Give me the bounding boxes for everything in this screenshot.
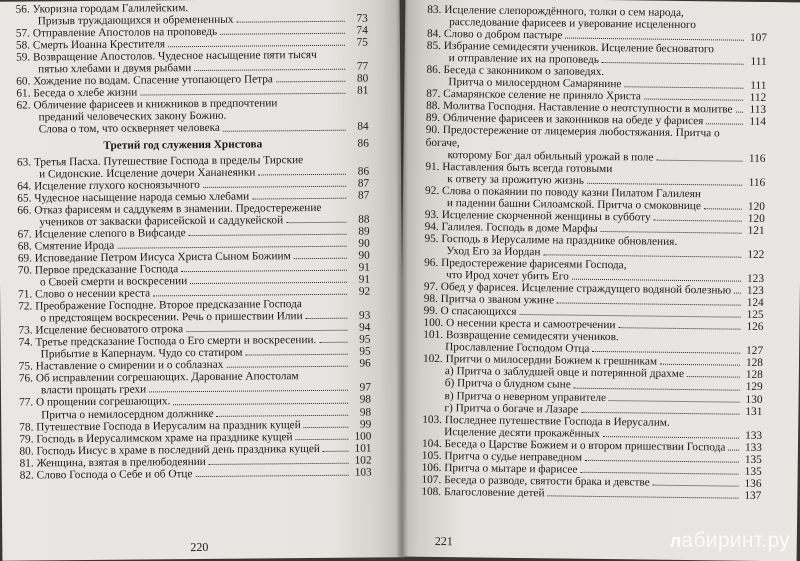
dot-leader xyxy=(699,28,744,29)
toc-entry-title: учеников от закваски фарисейской и саддукейской xyxy=(17,214,283,228)
dot-leader xyxy=(226,366,347,368)
toc-entry-title: Притча о немилосердном должнике xyxy=(19,407,214,421)
toc-page-number: 84 xyxy=(349,121,369,133)
toc-entry-title: власти прощать грехи xyxy=(19,384,146,397)
toc-entry-title: 61. Беседа о хлебе жизни xyxy=(16,87,137,100)
toc-entry-title: 79. Господь в Иерусалимском храме на празднике кущей xyxy=(19,431,292,445)
dot-leader xyxy=(557,303,741,306)
toc-entry-title: и падении башни Силоамской. Притча о смоковнице xyxy=(425,197,701,212)
toc-page-number: 98 xyxy=(351,406,371,418)
dot-leader xyxy=(304,426,349,427)
toc-page-number: 98 xyxy=(351,394,371,406)
toc-entry-title: 99. О спасающихся xyxy=(424,305,517,318)
toc-page-number: 124 xyxy=(744,297,764,309)
toc-entry-title: 82. Слово Господа о Себе и об Отце xyxy=(20,468,193,482)
dot-leader xyxy=(601,231,742,234)
dot-leader xyxy=(149,390,348,393)
dot-leader xyxy=(736,112,744,113)
dot-leader xyxy=(574,387,740,390)
toc-entry-title: 56. Укоризна городам Галилейским. xyxy=(16,2,189,16)
toc-page-number: 111 xyxy=(746,80,766,92)
toc-entry-title: 59. Возвращение Апостолов. Чудесное насыщение пяти тысяч xyxy=(16,49,317,64)
toc-left xyxy=(16,1,372,482)
watermark-logo: лабиринт.ру xyxy=(670,529,790,553)
dot-leader xyxy=(706,124,743,125)
toc-entry-title: 106. Притча о мытаре и фарисее xyxy=(422,462,578,476)
toc-page-number: 123 xyxy=(744,285,764,297)
toc-page-number: 103 xyxy=(352,466,372,478)
toc-entry-title: 101. Возвращение семидесяти учеников. xyxy=(423,329,619,343)
toc-page-number: 116 xyxy=(745,152,765,164)
toc-entry-title: о Своей смерти и воскресении xyxy=(18,275,187,289)
dot-leader xyxy=(602,62,744,65)
dot-leader xyxy=(687,16,744,17)
toc-page-number: 137 xyxy=(741,490,761,502)
toc-entry-title: 68. Смятение Ирода xyxy=(18,240,115,253)
toc-entry-title: 77. О прощении согрешающих. xyxy=(19,396,170,409)
dot-leader xyxy=(194,69,345,71)
book-gutter xyxy=(396,0,408,559)
toc-entry-title: 73. Исцеление бесноватого отрока xyxy=(18,323,183,336)
dot-leader xyxy=(615,172,742,174)
toc-entry-title: которому Бог дал обильный урожай в поле xyxy=(425,148,653,163)
toc-entry-title: б) Притча о блудном сыне xyxy=(423,377,571,391)
toc-entry-title: Прославление Господом Отца xyxy=(423,341,589,355)
toc-page-number: 101 xyxy=(351,442,371,454)
dot-leader xyxy=(644,99,743,101)
toc-page-number: 74 xyxy=(348,25,368,37)
toc-entry-title: и отправление их на проповедь xyxy=(427,52,599,66)
dot-leader xyxy=(258,173,346,175)
dot-leader xyxy=(543,254,741,257)
toc-entry-title: 103. Последнее путешествие Господа в Иерусалим. xyxy=(422,413,670,428)
dot-leader xyxy=(581,411,739,414)
toc-entry-title: 69. Исповедание Петром Иисуса Христа Сыном Божиим xyxy=(18,250,291,264)
toc-entry-title: 62. Обличение фарисеев и книжников в предпочтении xyxy=(16,98,277,112)
dot-leader xyxy=(236,21,344,23)
toc-page-number: 90 xyxy=(350,249,370,261)
dot-leader xyxy=(153,294,347,297)
toc-page-number: 123 xyxy=(744,273,764,285)
dot-leader xyxy=(286,222,346,224)
toc-entry-title: 98. Притча о званом ужине xyxy=(424,293,554,307)
toc-entry-title: 93. Исцеление скорченной женщины в субботу xyxy=(425,209,651,224)
toc-page-number: 75 xyxy=(348,37,368,49)
dot-leader xyxy=(209,462,349,464)
toc-page-number: 128 xyxy=(743,357,763,369)
toc-entry-title: 80. Господь Иисус в храме в последний день праздника кущей xyxy=(19,443,319,458)
dot-leader xyxy=(687,376,740,378)
toc-entry-title: к ответу за прожитую жизнь xyxy=(425,172,584,186)
dot-leader xyxy=(191,10,344,11)
toc-page-number: 135 xyxy=(742,453,762,465)
toc-page-number: 97 xyxy=(351,382,371,394)
toc-page-number: 91 xyxy=(350,261,370,273)
toc-page-number: 114 xyxy=(746,116,766,128)
toc-page-number: 130 xyxy=(742,393,762,405)
dot-leader xyxy=(572,279,741,282)
toc-entry-title: 58. Смерть Иоанна Крестителя xyxy=(16,38,165,51)
toc-entry-title: 90. Предостережение от лицемерия любостяжания. Притча о богаче, xyxy=(426,124,734,152)
toc-entry-title: 84. Слово о добром пастыре xyxy=(427,28,563,42)
dot-leader xyxy=(229,118,345,119)
toc-entry-title: о предстоящем воскресении. Речь о пришествии Илии xyxy=(18,310,302,325)
toc-page-number: 120 xyxy=(745,200,765,212)
toc-entry-title: 76. Об исправлении согрешающих. Дарование Апостолам xyxy=(19,371,299,385)
toc-page-number: 94 xyxy=(350,322,370,334)
toc-page-number: 102 xyxy=(352,454,372,466)
toc-entry-title: 89. Обличение фарисеев и законников на обеде у фарисея xyxy=(426,112,704,127)
dot-leader xyxy=(296,438,349,439)
toc-right xyxy=(421,4,767,502)
toc-page-number: 87 xyxy=(349,177,369,189)
dot-leader xyxy=(203,185,346,187)
toc-entry-title: 88. Молитва Господня. Наставление о неотступности в молитве xyxy=(426,100,733,116)
toc-entry-title: пятью хлебами и двумя рыбами xyxy=(16,62,191,76)
toc-page-number: 91 xyxy=(350,274,370,286)
dot-leader xyxy=(280,106,345,107)
dot-leader xyxy=(294,258,347,259)
toc-entry-title: 66. Отказ фарисеям и саддукеям в знамении. Предостережение xyxy=(17,202,321,217)
toc-entry-title: 64. Исцеление глухого косноязычного xyxy=(17,179,200,193)
toc-entry-title: 108. Благословение детей xyxy=(421,486,544,500)
dot-leader xyxy=(519,314,740,318)
toc-entry-title: 102. Притчи о милосердии Божием к грешникам xyxy=(423,353,657,368)
toc-entry-title: 96. Предостережение фарисеями Господа, xyxy=(424,257,627,272)
toc-entry-title: Исцеление десяти прокажённых xyxy=(422,425,600,439)
toc-entry-title: Слова о том, что оскверняет человека xyxy=(17,122,220,136)
dot-leader xyxy=(656,159,742,161)
dot-leader xyxy=(252,197,346,199)
toc-page-number: 95 xyxy=(351,346,371,358)
toc-entry-title: 107. Беседа о разводе, святости брака и девстве xyxy=(421,474,649,489)
section-heading-title: Третий год служения Христова xyxy=(17,136,349,154)
toc-entry-title: Притча о милосердном Самарянине xyxy=(426,76,621,90)
dot-leader xyxy=(592,351,740,354)
toc-page-number: 121 xyxy=(745,225,765,237)
dot-leader xyxy=(565,38,744,41)
dot-leader xyxy=(319,342,347,343)
toc-page-number: 135 xyxy=(742,466,762,478)
toc-page-number: 125 xyxy=(744,309,764,321)
dot-leader xyxy=(734,293,741,294)
toc-entry-title: 81. Женщина, взятая в прелюбодеянии xyxy=(20,456,206,470)
toc-page-number: 100 xyxy=(351,430,371,442)
toc-entry-title: преданий человеческих закону Божию. xyxy=(17,110,227,124)
page-number-left: 220 xyxy=(190,540,208,555)
toc-entry-title: 72. Преображение Господне. Второе предсказание Господа xyxy=(18,298,302,313)
toc-page-number: 92 xyxy=(350,286,370,298)
toc-page-number: 129 xyxy=(743,381,763,393)
dot-leader xyxy=(220,33,345,35)
dot-leader xyxy=(728,449,739,450)
toc-page-number: 133 xyxy=(742,429,762,441)
right-page xyxy=(399,0,800,561)
toc-entry-title: в) Притча о неверном управителе xyxy=(423,389,607,403)
dot-leader xyxy=(117,246,346,249)
dot-leader xyxy=(607,75,743,77)
toc-page-number: 131 xyxy=(742,405,762,417)
toc-page-number: 133 xyxy=(742,441,762,453)
toc-entry-title: Уход Его за Иордан xyxy=(424,245,540,258)
toc-page-number: 128 xyxy=(743,369,763,381)
toc-page-number: 107 xyxy=(747,32,767,44)
toc-entry-title: Призыв труждающихся и обремененных xyxy=(16,14,234,28)
dot-leader xyxy=(580,472,738,475)
toc-page-number: 127 xyxy=(743,345,763,357)
toc-page-number: 95 xyxy=(350,334,370,346)
toc-page-number: 88 xyxy=(349,213,369,225)
toc-entry-title: 65. Чудесное насыщение народа семью хлебами xyxy=(17,190,249,204)
toc-page-number: 122 xyxy=(744,249,764,261)
toc-entry-title: 57. Отправление Апостолов на проповедь xyxy=(16,26,217,40)
toc-entry-title: 91. Наставления быть всегда готовыми xyxy=(425,160,612,174)
dot-leader xyxy=(654,219,742,221)
toc-page-number: 111 xyxy=(747,56,767,68)
toc-page-number: 136 xyxy=(741,478,761,490)
toc-page-number: 73 xyxy=(348,13,368,25)
section-heading-page: 86 xyxy=(349,136,369,151)
toc-entry-title: 97. Обед у фарисея. Исцеление страждущего водяной болезнью xyxy=(424,281,731,297)
toc-page-number: 113 xyxy=(746,104,766,116)
toc-page-number: 77 xyxy=(348,61,368,73)
toc-entry-title: 63. Третья Пасха. Путешествие Господа в пределы Тирские xyxy=(17,154,303,169)
dot-leader xyxy=(660,364,740,366)
toc-entry-title: что Ирод хочет убить Его xyxy=(424,269,569,283)
dot-leader xyxy=(704,208,742,209)
dot-leader xyxy=(618,327,740,329)
toc-page-number: 126 xyxy=(743,321,763,333)
toc-entry-title: 67. Исцеление слепого в Вифсаиде xyxy=(18,227,186,241)
toc-page-number: 120 xyxy=(745,213,765,225)
toc-entry-title: 94. Галилея. Господь в доме Марфы xyxy=(425,221,598,235)
toc-entry-title: 87. Самарянское селение не приняло Христа xyxy=(426,88,641,103)
toc-entry-title: 70. Первое предсказание Господа xyxy=(18,263,178,276)
dot-leader xyxy=(276,81,345,83)
toc-entry-title: 100. О несении креста и самоотречении xyxy=(423,317,615,331)
toc-entry xyxy=(20,466,372,481)
dot-leader xyxy=(168,45,345,48)
dot-leader xyxy=(603,436,739,439)
toc-entry-title: Прибытие в Капернаум. Чудо со статиром xyxy=(19,347,243,361)
toc-page-number: 87 xyxy=(349,189,369,201)
toc-entry-title: 92. Слова о покаянии по поводу казни Пилатом Галилеян xyxy=(425,185,701,200)
toc-entry-title: 83. Исцеление слепорождённого, толки о сем народа, xyxy=(427,4,684,19)
dot-leader xyxy=(246,354,348,356)
dot-leader xyxy=(181,270,347,272)
dot-leader xyxy=(189,234,347,236)
toc-entry-title: 71. Слово о несении креста xyxy=(18,287,150,300)
toc-entry-title: 85. Избрание семидесяти учеников. Исцеление бесноватого xyxy=(427,40,714,56)
toc-page-number: 86 xyxy=(349,165,369,177)
toc-entry-title: 60. Хождение по водам. Спасение утопающего Петра xyxy=(16,74,273,88)
toc-page-number: 99 xyxy=(351,418,371,430)
toc-entry-title: а) Притча о заблудшей овце и потерянной драхме xyxy=(423,365,684,380)
toc-entry-title: 75. Наставление о смирении и о соблазнах xyxy=(19,359,224,373)
dot-leader xyxy=(630,268,742,269)
toc-entry-title: 86. Беседа с законником о заповедях. xyxy=(426,64,604,78)
dot-leader xyxy=(624,87,743,89)
dot-leader xyxy=(323,450,349,451)
toc-entry-title: г) Притча о богаче и Лазаре xyxy=(422,401,578,415)
dot-leader xyxy=(547,495,738,498)
dot-leader xyxy=(622,341,741,342)
toc-entry-title: 95. Господь в Иерусалиме на празднике обновления. xyxy=(424,233,677,248)
dot-leader xyxy=(673,426,739,427)
dot-leader xyxy=(587,183,742,186)
toc-entry-title: 104. Беседа о Царстве Божием и о втором пришествии Господа xyxy=(422,438,726,454)
dot-leader xyxy=(585,460,739,463)
toc-page-number: 80 xyxy=(348,73,368,85)
toc-page-number: 81 xyxy=(348,85,368,97)
dot-leader xyxy=(217,414,349,416)
dot-leader xyxy=(173,402,348,405)
toc-entry-title: 105. Притча о судье неправедном xyxy=(422,450,582,464)
dot-leader xyxy=(186,330,347,332)
toc-page-number: 112 xyxy=(746,92,766,104)
dot-leader xyxy=(306,318,348,319)
dot-leader xyxy=(653,485,739,487)
dot-leader xyxy=(609,400,740,403)
toc-page-number: 96 xyxy=(351,358,371,370)
page-number-right: 221 xyxy=(435,534,453,549)
dot-leader xyxy=(680,245,741,246)
toc-page-number: 116 xyxy=(745,176,765,188)
toc-page-number: 93 xyxy=(350,310,370,322)
dot-leader xyxy=(195,474,348,476)
dot-leader xyxy=(223,129,346,131)
toc-page-number: 90 xyxy=(350,237,370,249)
dot-leader xyxy=(190,282,347,284)
toc-entry-title: 78. Путешествие Господа в Иерусалим на праздник кущей xyxy=(19,419,301,434)
dot-leader xyxy=(140,93,345,96)
toc-entry-title: расследование фарисеев и уверование исцеленного xyxy=(427,16,696,31)
toc-entry-title: 74. Третье предсказание Господа о Его смерти и воскресении. xyxy=(18,334,316,349)
toc-entry-title: и Сидонские. Исцеление дочери Хананеянки xyxy=(17,166,255,180)
toc-page-number: 89 xyxy=(350,225,370,237)
